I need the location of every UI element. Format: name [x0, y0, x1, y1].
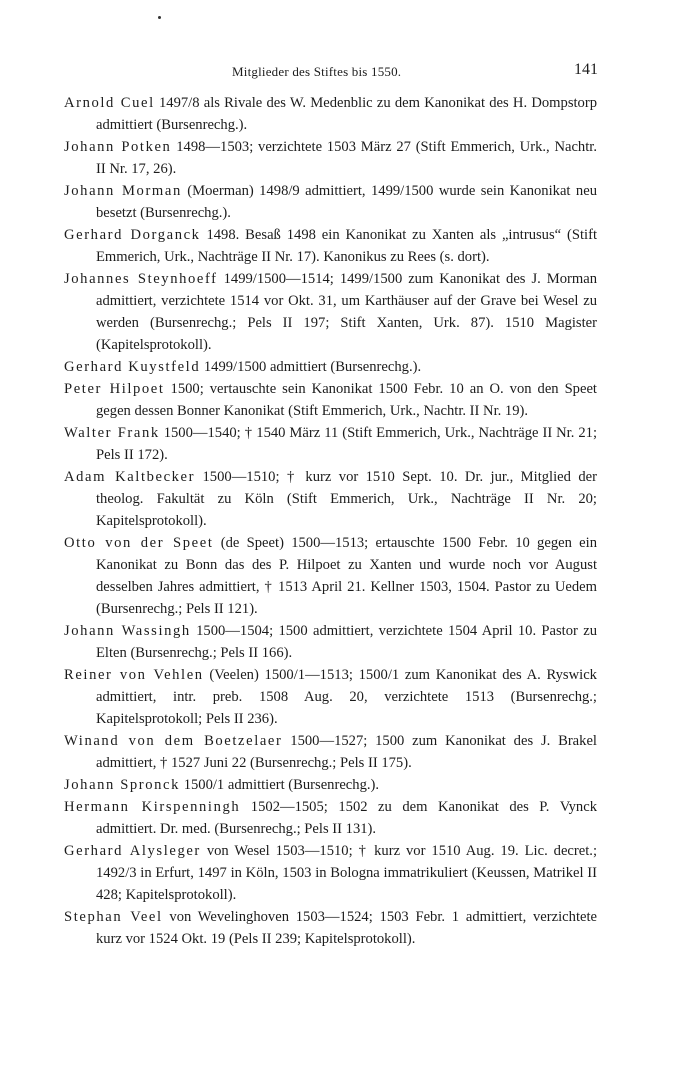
- entry-text: 1500—1510; † kurz vor 1510 Sept. 10. Dr. jur., Mitglied der theolog. Fakultät zu Köln (Stift Emmerich, Urk., Nachträge II Nr. 20; Kapitelsprotokoll).: [96, 469, 597, 529]
- entry-name: Johann Potken: [64, 139, 172, 155]
- list-item: [64, 664, 597, 730]
- entry-text: 1500—1540; † 1540 März 11 (Stift Emmerich, Urk., Nachträge II Nr. 21; Pels II 172).: [96, 425, 597, 463]
- entry-text: (Moerman) 1498/9 admittiert, 1499/1500 wurde sein Kanonikat neu besetzt (Bursenrechg.).: [96, 183, 597, 221]
- entry-name: Reiner von Vehlen: [64, 667, 204, 683]
- entry-name: Gerhard Dorganck: [64, 227, 201, 243]
- entry-text: 1502—1505; 1502 zu dem Kanonikat des P. Vynck admittiert. Dr. med. (Bursenrechg.; Pels II 131).: [96, 799, 597, 837]
- entry-text: 1498—1503; verzichtete 1503 März 27 (Stift Emmerich, Urk., Nachtr. II Nr. 17, 26).: [96, 139, 597, 177]
- page-number: 141: [574, 61, 598, 78]
- list-item: [64, 620, 597, 664]
- entry-name: Adam Kaltbecker: [64, 469, 196, 485]
- ink-dot: [158, 16, 161, 19]
- list-item: [64, 180, 597, 224]
- entry-text: 1500; vertauschte sein Kanonikat 1500 Febr. 10 an O. von den Speet gegen dessen Bonner Kanonikat (Stift Emmerich, Urk., Nachtr. II Nr. 19).: [96, 381, 597, 419]
- list-item: [64, 730, 597, 774]
- entry-text: 1500/1 admittiert (Bursenrechg.).: [180, 777, 380, 793]
- entry-text: (de Speet) 1500—1513; ertauschte 1500 Febr. 10 gegen ein Kanonikat zu Bonn das des P. Hilpoet zu Xanten und wurde noch vor August desselben Jahres admittiert, † 1513 April 21. Kellner 1503, 1504. Pastor zu Uedem (Bursenrechg.; Pels II 121).: [96, 535, 597, 617]
- entry-name: Stephan Veel: [64, 909, 163, 925]
- entry-name: Johann Spronck: [64, 777, 181, 793]
- list-item: [64, 268, 597, 356]
- list-item: [64, 466, 597, 532]
- entry-text: 1499/1500—1514; 1499/1500 zum Kanonikat des J. Morman admittiert, verzichtete 1514 vor Okt. 31, um Karthäuser auf der Grave bei Wesel zu werden (Bursenrechg.; Pels II 197; Stift Xanten, Urk. 87). 1510 Magister (Kapitelsprotokoll).: [96, 271, 597, 353]
- entry-name: Gerhard Kuystfeld: [64, 359, 201, 375]
- entry-list: [64, 92, 597, 950]
- list-item: [64, 356, 597, 378]
- list-item: [64, 224, 597, 268]
- entry-name: Gerhard Alysleger: [64, 843, 201, 859]
- list-item: [64, 774, 597, 796]
- entry-text: 1500—1504; 1500 admittiert, verzichtete 1504 April 10. Pastor zu Elten (Bursenrechg.; Pels II 166).: [96, 623, 597, 661]
- entry-name: Hermann Kirspenningh: [64, 799, 241, 815]
- list-item: [64, 422, 597, 466]
- entry-name: Johannes Steynhoeff: [64, 271, 218, 287]
- list-item: [64, 906, 597, 950]
- entry-name: Winand von dem Boetzelaer: [64, 733, 283, 749]
- entry-name: Arnold Cuel: [64, 95, 155, 111]
- list-item: [64, 796, 597, 840]
- list-item: [64, 532, 597, 620]
- entry-text: von Wevelinghoven 1503—1524; 1503 Febr. 1 admittiert, verzichtete kurz vor 1524 Okt. 19 (Pels II 239; Kapitelsprotokoll).: [96, 909, 598, 947]
- list-item: [64, 378, 597, 422]
- entry-name: Walter Frank: [64, 425, 160, 441]
- entry-name: Johann Wassingh: [64, 623, 191, 639]
- entry-name: Peter Hilpoet: [64, 381, 165, 397]
- entry-text: 1497/8 als Rivale des W. Medenblic zu dem Kanonikat des H. Dompstorp admittiert (Bursenrechg.).: [96, 95, 598, 133]
- entry-name: Otto von der Speet: [64, 535, 214, 551]
- entry-text: 1499/1500 admittiert (Bursenrechg.).: [200, 359, 422, 375]
- list-item: [64, 840, 597, 906]
- entry-name: Johann Morman: [64, 183, 182, 199]
- entry-text: 1498. Besaß 1498 ein Kanonikat zu Xanten als „intrusus“ (Stift Emmerich, Urk., Nachträge II Nr. 17). Kanonikus zu Rees (s. dort).: [96, 227, 598, 265]
- entry-text: (Veelen) 1500/1—1513; 1500/1 zum Kanonikat des A. Ryswick admittiert, intr. preb. 1508 Aug. 20, verzichtete 1513 (Bursenrechg.; Kapitelsprotokoll; Pels II 236).: [96, 667, 597, 727]
- list-item: [64, 136, 597, 180]
- entry-text: 1500—1527; 1500 zum Kanonikat des J. Brakel admittiert, † 1527 Juni 22 (Bursenrechg.; Pels II 175).: [96, 733, 597, 771]
- entry-text: von Wesel 1503—1510; † kurz vor 1510 Aug. 19. Lic. decret.; 1492/3 in Erfurt, 1497 in Köln, 1503 in Bologna immatrikuliert (Keussen, Matrikel II 428; Kapitelsprotokoll).: [96, 843, 598, 903]
- list-item: [64, 92, 597, 136]
- running-title: Mitglieder des Stiftes bis 1550.: [232, 64, 402, 79]
